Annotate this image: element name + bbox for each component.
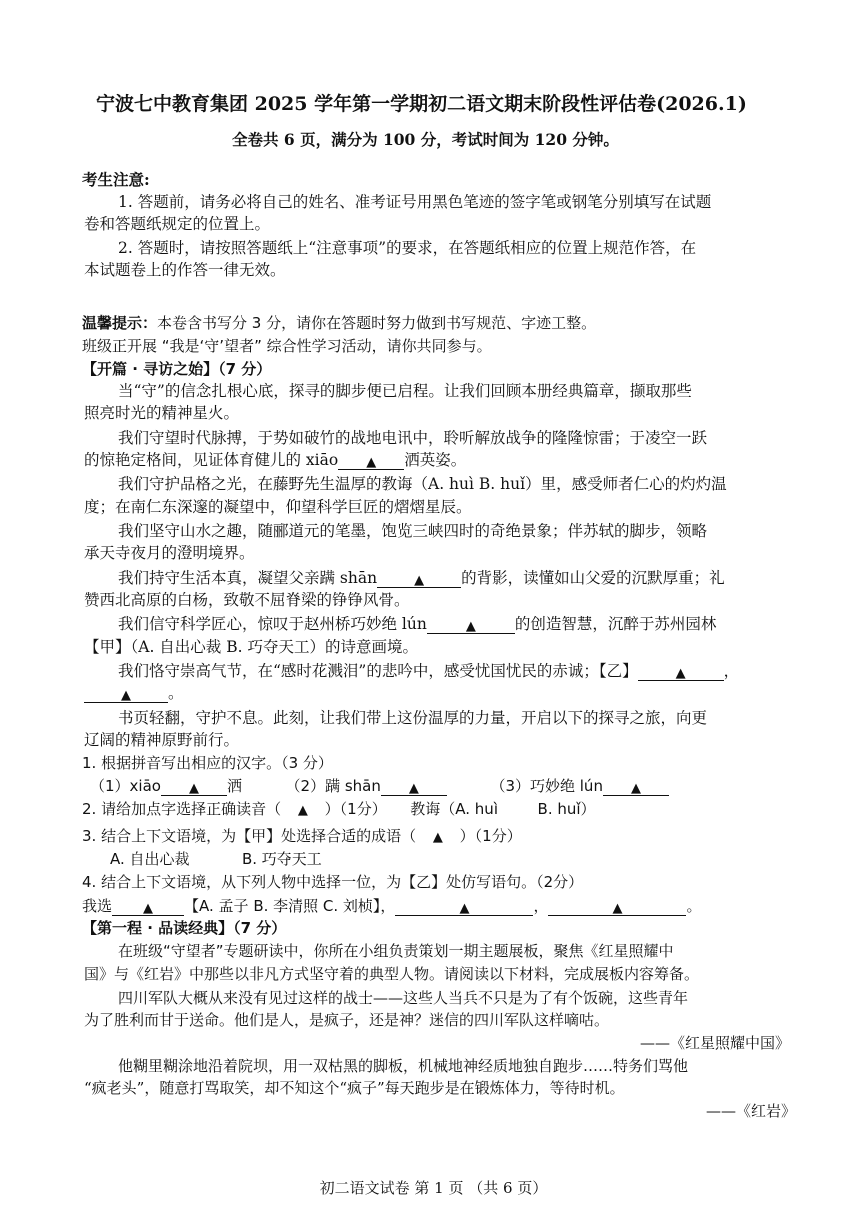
q4-text-b: 【A. 孟子 B. 李清照 C. 刘桢】，: [184, 897, 396, 915]
s1-p5-text-a: 我们持守生活本真，凝望父亲蹒 shān: [118, 569, 378, 587]
material2-line2: “疯老头”，随意打骂取笑，却不知这个“疯子”每天跑步是在锻炼体力，等待时机。: [84, 1079, 625, 1097]
triangle-marker-icon: ▲: [630, 781, 641, 796]
blank-lun[interactable]: [427, 615, 515, 634]
q2-text-b: ）（1分）: [324, 800, 387, 818]
material2-line1: 他糊里糊涂地沿着院坝，用一双枯黑的脚板，机械地神经质地独自跑步……特务们骂他: [118, 1057, 689, 1075]
s1-p1-line2: 照亮时光的精神星火。: [84, 404, 240, 422]
notice-item2-line2: 本试题卷上的作答一律无效。: [84, 261, 286, 279]
triangle-marker-icon: ▲: [121, 688, 131, 703]
q2-text-d: B. huǐ）: [537, 800, 596, 818]
triangle-marker-icon: ▲: [414, 573, 425, 588]
q2-text-a: 2. 请给加点字选择正确读音（: [82, 800, 282, 818]
s1-p3-line1: 我们守护品格之光，在藤野先生温厚的教诲（A. huì B. huǐ）里，感受师者仁心的灼灼温: [118, 475, 727, 493]
material1-source: ——《红星照耀中国》: [640, 1034, 791, 1052]
material1-line2: 为了胜利而甘于送命。他们是人，是疯子，还是神？迷信的四川军队这样嘀咕。: [84, 1011, 610, 1029]
answer-slot-q2[interactable]: ▲: [297, 803, 308, 818]
s1-p5-line1: [118, 568, 725, 588]
material2-source: ——《红岩》: [706, 1102, 797, 1120]
blank-yi-2[interactable]: [84, 684, 168, 703]
triangle-marker-icon: ▲: [459, 901, 470, 916]
s2-intro-line2: 国》与《红岩》中那些以非凡方式坚守着的典型人物。请阅读以下材料，完成展板内容筹备。: [84, 965, 700, 983]
section1-heading: 【开篇 · 寻访之始】（7 分）: [82, 360, 272, 378]
notice-heading: 考生注意:: [82, 170, 150, 189]
q3-text-a: 3. 结合上下文语境，为【甲】处选择合适的成语（: [82, 827, 417, 845]
material1-line1: 四川军队大概从来没有见过这样的战士——这些人当兵不只是为了有个饭碗，这些青年: [118, 989, 689, 1007]
activity-intro: 班级正开展 “我是‘守’望者” 综合性学习活动，请你共同参与。: [82, 337, 492, 355]
answer-blank-1[interactable]: [161, 777, 227, 796]
exam-title: 宁波七中教育集团 2025 学年第一学期初二语文期末阶段性评估卷(2026.1): [96, 93, 747, 115]
question-1: 1. 根据拼音写出相应的汉字。（3 分）: [82, 754, 333, 772]
s1-p4-line2: 承天寺夜月的澄明境界。: [84, 544, 255, 562]
question-4-answer: [82, 896, 701, 916]
triangle-marker-icon: ▲: [675, 666, 686, 681]
triangle-marker-icon: ▲: [612, 901, 623, 916]
notice-item1-line1: 1. 答题前，请务必将自己的姓名、准考证号用黑色笔迹的签字笔或钢笔分别填写在试题: [118, 193, 712, 211]
s1-p7-line1: [118, 661, 739, 681]
s1-p5-line2: 赞西北高原的白杨，致敬不屈脊梁的铮铮风骨。: [84, 591, 410, 609]
s1-p1-line1: 当“守”的信念扎根心底，探寻的脚步便已启程。让我们回顾本册经典篇章，撷取那些: [118, 382, 692, 400]
s1-p6-line1: [118, 614, 716, 634]
blank-xiao[interactable]: [338, 451, 404, 470]
triangle-marker-icon: ▲: [465, 619, 476, 634]
triangle-marker-icon: ▲: [188, 781, 199, 796]
s1-p2-line1: 我们守望时代脉搏，于势如破竹的战地电讯中，聆听解放战争的隆隆惊雷；于凌空一跃: [118, 429, 708, 447]
answer-blank-q4-line1[interactable]: [395, 897, 533, 916]
tip-line: [82, 313, 596, 333]
answer-blank-q4-choice[interactable]: [112, 897, 184, 916]
q4-text-a: 我选: [82, 897, 113, 915]
s1-p2-text-a: 的惊艳定格间，见证体育健儿的 xiāo: [84, 451, 339, 469]
s1-p7-text-b: ，: [723, 662, 740, 680]
q2-text-c: 教诲（A. huì: [410, 800, 498, 818]
s1-p6-text-b: 的创造智慧，沉醉于苏州园林: [514, 615, 717, 633]
notice-item1-line2: 卷和答题纸规定的位置上。: [84, 215, 271, 233]
s2-intro-line1: 在班级“守望者”专题研读中，你所在小组负责策划一期主题展板，聚焦《红星照耀中: [118, 942, 674, 960]
question-3: [82, 826, 522, 848]
q4-text-c: ，: [533, 897, 549, 915]
question-2: [82, 799, 596, 821]
blank-shan[interactable]: [377, 569, 461, 588]
tip-text: 本卷含书写分 3 分，请你在答题时努力做到书写规范、字迹工整。: [157, 314, 597, 332]
triangle-marker-icon: ▲: [366, 455, 377, 470]
s1-p6-text-a: 我们信守科学匠心，惊叹于赵州桥巧妙绝 lún: [118, 615, 427, 633]
answer-slot-q3[interactable]: ▲: [432, 830, 443, 845]
s1-p2-text-b: 洒英姿。: [404, 451, 467, 469]
exam-subtitle: 全卷共 6 页，满分为 100 分，考试时间为 120 分钟。: [232, 130, 619, 149]
q3-text-b: ）（1分）: [459, 827, 522, 845]
q1-c-label: （3）巧妙绝 lún: [490, 777, 603, 795]
question-1-blanks: [90, 776, 669, 796]
q1-a-label: （1）xiāo: [90, 777, 161, 795]
s1-p7-text-a: 我们恪守崇高气节，在“感时花溅泪”的悲吟中，感受忧国忧民的赤诚；【乙】: [118, 662, 638, 680]
question-3-options: A. 自出心裁 B. 巧夺天工: [110, 850, 322, 868]
s1-p2-line2: [84, 450, 466, 470]
s1-p6-line2: 【甲】（A. 自出心裁 B. 巧夺天工）的诗意画境。: [84, 638, 418, 656]
triangle-marker-icon: ▲: [408, 781, 419, 796]
answer-blank-2[interactable]: [381, 777, 447, 796]
triangle-marker-icon: ▲: [143, 901, 154, 916]
answer-blank-3[interactable]: [603, 777, 669, 796]
q4-text-d: 。: [686, 897, 702, 915]
blank-yi-1[interactable]: [638, 662, 724, 681]
question-4: 4. 结合上下文语境，从下列人物中选择一位，为【乙】处仿写语句。（2分）: [82, 873, 584, 891]
s1-p8-line2: 辽阔的精神原野前行。: [84, 731, 240, 749]
s1-p3-line2: 度；在南仁东深邃的凝望中，仰望科学巨匠的熠熠星辰。: [84, 498, 472, 516]
q1-a-after: 洒: [226, 777, 242, 795]
section2-heading: 【第一程 · 品读经典】（7 分）: [82, 919, 287, 937]
notice-item2-line1: 2. 答题时，请按照答题纸上“注意事项”的要求，在答题纸相应的位置上规范作答，在: [118, 239, 697, 257]
s1-p4-line1: 我们坚守山水之趣，随郦道元的笔墨，饱览三峡四时的奇绝景象；伴苏轼的脚步，领略: [118, 522, 708, 540]
s1-p7-text-c: 。: [168, 684, 184, 702]
answer-blank-q4-line2[interactable]: [548, 897, 686, 916]
q1-b-label: （2）蹒 shān: [285, 777, 381, 795]
tip-label: 温馨提示：: [82, 314, 158, 332]
s1-p7-line2: [84, 683, 184, 703]
page-footer: 初二语文试卷 第 1 页 （共 6 页）: [319, 1179, 548, 1197]
s1-p5-text-b: 的背影，读懂如山父爱的沉默厚重；礼: [461, 569, 725, 587]
s1-p8-line1: 书页轻翻，守护不息。此刻，让我们带上这份温厚的力量，开启以下的探寻之旅，向更: [118, 709, 708, 727]
